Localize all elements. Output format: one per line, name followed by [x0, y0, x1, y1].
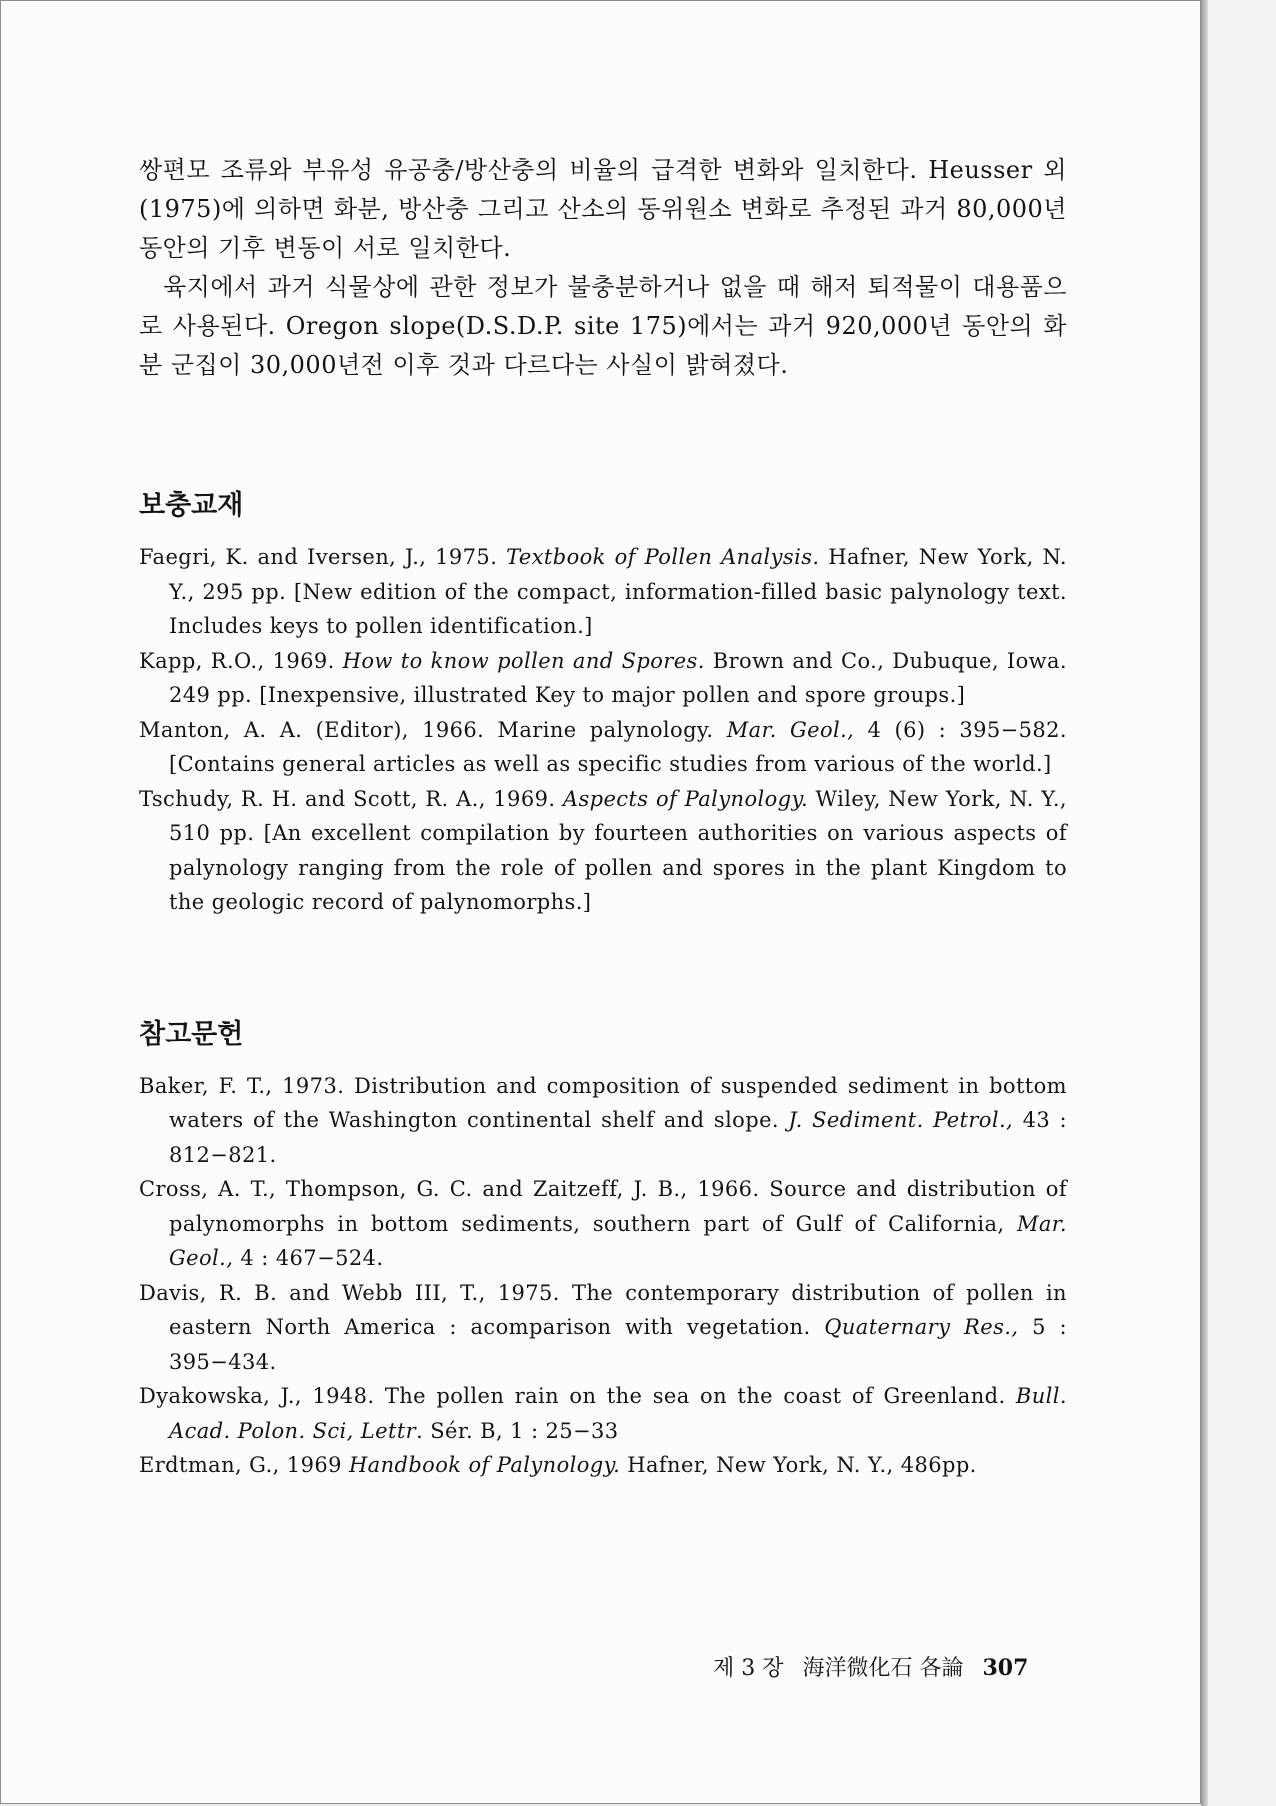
intro-paragraph-1: 쌍편모 조류와 부유성 유공충/방산충의 비율의 급격한 변화와 일치한다. Heusser 외 (1975)에 의하면 화분, 방산충 그리고 산소의 동위원소 변화로 추정된 과거 80,000년 동안의 기후 변동이 서로 일치한다. [139, 156, 1067, 262]
supplementary-heading: 보충교재 [139, 490, 244, 521]
reference-dyakowska: Dyakowska, J., 1948. The pollen rain on the sea on the coast of Greenland. Bull. Acad. Polon. Sci, Lettr. Sér. B, 1 : 25−33 [139, 1384, 1067, 1443]
references-list [139, 1069, 1067, 1483]
reference-erdtman: Erdtman, G., 1969 Handbook of Palynology. Hafner, New York, N. Y., 486pp. [139, 1453, 977, 1477]
supplementary-ref-faegri: Faegri, K. and Iversen, J., 1975. Textbook of Pollen Analysis. Hafner, New York, N. Y., 295 pp. [New edition of the compact, information-filled basic palynology text. Includes keys to pollen identification.] [139, 545, 1067, 638]
supplementary-ref-manton: Manton, A. A. (Editor), 1966. Marine palynology. Mar. Geol., 4 (6) : 395−582. [Contains general articles as well as specific studies from various of the world.] [139, 717, 1067, 776]
reference-davis: Davis, R. B. and Webb III, T., 1975. The contemporary distribution of pollen in eastern North America : acomparison with vegetation. Quaternary Res., 5 : 395−434. [139, 1280, 1068, 1374]
references-heading: 참고문헌 [139, 1018, 244, 1050]
footer-section-title: 海洋微化石 各論 [802, 1656, 964, 1681]
reference-baker: Baker, F. T., 1973. Distribution and composition of suspended sediment in bottom waters of the Washington continental shelf and slope. J. Sediment. Petrol., 43 : 812−821. [139, 1073, 1068, 1167]
supplementary-ref-tschudy: Tschudy, R. H. and Scott, R. A., 1969. Aspects of Palynology. Wiley, New York, N. Y., 510 pp. [An excellent compilation by fourteen authorities on various aspects of palynology ranging from the role of pollen and spores in the plant Kingdom to the geologic record of palynomorphs.] [139, 786, 1067, 914]
page-number: 307 [982, 1655, 1029, 1681]
footer-chapter: 제 3 장 [713, 1656, 784, 1681]
supplementary-ref-kapp: Kapp, R.O., 1969. How to know pollen and Spores. Brown and Co., Dubuque, Iowa. 249 pp. [Inexpensive, illustrated Key to major pollen and spore groups.] [139, 648, 1068, 707]
intro-paragraph-2: 육지에서 과거 식물상에 관한 정보가 불충분하거나 없을 때 해저 퇴적물이 대용품으로 사용된다. Oregon slope(D.S.D.P. site 175)에서는 과거 920,000년 동안의 화분 군집이 30,000년전 이후 것과 다르다는 사실이 밝혀졌다. [139, 273, 1067, 379]
supplementary-list [139, 540, 1067, 920]
page-shadow [1201, 0, 1208, 1806]
intro-text [139, 151, 1067, 385]
viewer-background [1208, 0, 1276, 1806]
page-content [139, 151, 1067, 1483]
running-footer [713, 1651, 1028, 1682]
reference-cross: Cross, A. T., Thompson, G. C. and Zaitzeff, J. B., 1966. Source and distribution of palynomorphs in bottom sediments, southern part of Gulf of California, Mar. Geol., 4 : 467−524. [139, 1177, 1067, 1270]
